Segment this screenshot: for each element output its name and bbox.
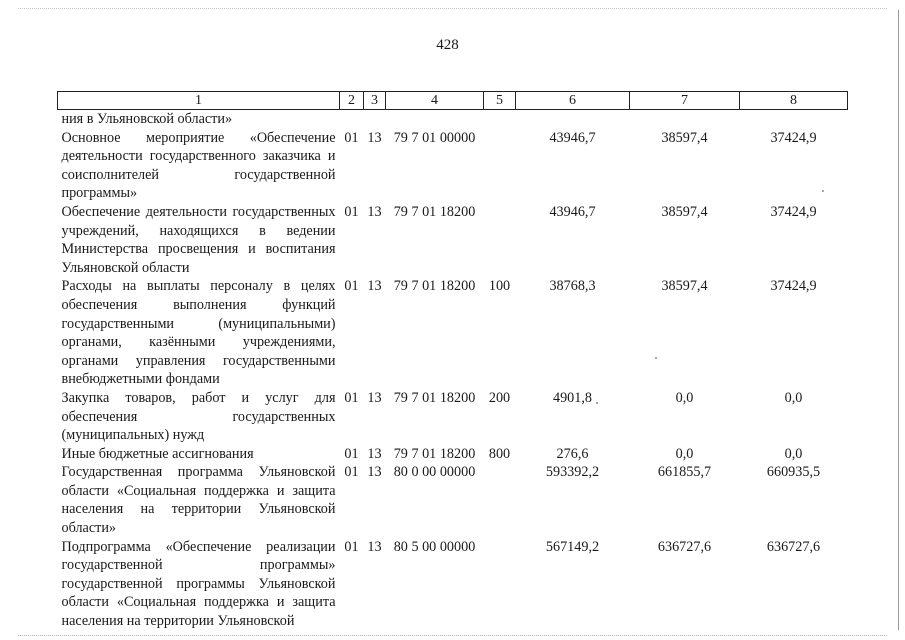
row-year1: 43946,7 xyxy=(549,203,596,220)
row-csr: 79 7 01 18200 xyxy=(393,389,476,406)
row-vr: 800 xyxy=(488,445,511,462)
row-pr: 13 xyxy=(367,538,382,555)
col-header-4: 4 xyxy=(386,92,484,110)
row-year3: 37424,9 xyxy=(770,129,817,146)
row-rz: 01 xyxy=(344,129,359,146)
row-vr xyxy=(484,538,516,631)
row-year3: 636727,6 xyxy=(766,538,821,555)
row-csr: 79 7 01 00000 xyxy=(393,129,476,146)
row-year3: 0,0 xyxy=(784,445,803,462)
row-year2: 636727,6 xyxy=(657,538,712,555)
row-name: Закупка товаров, работ и услуг для обеспечения государственных (муниципальных) нужд xyxy=(61,389,336,444)
row-year3 xyxy=(740,110,848,129)
row-vr xyxy=(484,463,516,537)
table-row xyxy=(58,110,848,129)
col-header-7: 7 xyxy=(630,92,740,110)
table-row xyxy=(58,277,848,389)
row-vr: 200 xyxy=(488,389,511,406)
row-csr: 79 7 01 18200 xyxy=(393,203,476,220)
row-pr: 13 xyxy=(367,464,382,481)
table-row xyxy=(58,203,848,277)
row-year1: 276,6 xyxy=(556,445,589,462)
row-year3: 660935,5 xyxy=(766,464,821,481)
row-year3: 0,0 xyxy=(784,389,803,406)
row-rz: 01 xyxy=(344,464,359,481)
col-header-1: 1 xyxy=(58,92,340,110)
page-edge-bottom xyxy=(18,635,887,636)
col-header-2: 2 xyxy=(340,92,364,110)
row-rz: 01 xyxy=(344,538,359,555)
row-year1: 567149,2 xyxy=(545,538,600,555)
row-csr: 80 0 00 00000 xyxy=(393,464,476,481)
row-csr: 80 5 00 00000 xyxy=(393,538,476,555)
row-vr xyxy=(484,203,516,277)
row-pr xyxy=(364,110,386,129)
row-name: Основное мероприятие «Обеспечение деятельности государственного заказчика и соисполнителей государственной программы» xyxy=(61,129,336,202)
row-name: Подпрограмма «Обеспечение реализации государственной программы» государственной программы Ульяновской области «Социальная поддержка и защита населения на территории Ульяновской xyxy=(61,538,336,630)
table-row xyxy=(58,463,848,537)
row-rz: 01 xyxy=(344,203,359,220)
row-name: Иные бюджетные ассигнования xyxy=(61,445,254,462)
row-rz: 01 xyxy=(344,389,359,406)
row-name: Государственная программа Ульяновской области «Социальная поддержка и защита населения на территории Ульяновской области» xyxy=(61,464,336,537)
row-year2: 0,0 xyxy=(675,389,694,406)
row-pr: 13 xyxy=(367,389,382,406)
row-vr xyxy=(484,129,516,203)
scan-speck xyxy=(596,402,598,404)
row-name: ния в Ульяновской области» xyxy=(61,111,233,127)
row-year2: 38597,4 xyxy=(661,129,708,146)
row-year2: 38597,4 xyxy=(661,278,708,295)
row-vr xyxy=(484,110,516,129)
header-row xyxy=(58,92,848,110)
row-year2 xyxy=(630,110,740,129)
table-row xyxy=(58,445,848,464)
page-number: 428 xyxy=(436,37,459,53)
row-year2: 0,0 xyxy=(675,445,694,462)
row-year3: 37424,9 xyxy=(770,278,817,295)
row-year3: 37424,9 xyxy=(770,203,817,220)
page-edge-right xyxy=(898,10,899,630)
col-header-8: 8 xyxy=(740,92,848,110)
row-name: Обеспечение деятельности государственных учреждений, находящихся в ведении Министерства просвещения и воспитания Ульяновской области xyxy=(61,203,336,276)
row-pr: 13 xyxy=(367,445,382,462)
row-rz: 01 xyxy=(344,278,359,295)
row-year2: 38597,4 xyxy=(661,203,708,220)
table-row xyxy=(58,538,848,631)
row-pr: 13 xyxy=(367,129,382,146)
budget-table xyxy=(57,91,848,631)
row-vr: 100 xyxy=(488,278,511,295)
row-rz xyxy=(340,110,364,129)
row-pr: 13 xyxy=(367,278,382,295)
col-header-5: 5 xyxy=(484,92,516,110)
row-csr: 79 7 01 18200 xyxy=(393,278,476,295)
scan-speck xyxy=(822,190,824,192)
row-csr xyxy=(386,110,484,129)
row-year2: 661855,7 xyxy=(657,464,712,481)
col-header-3: 3 xyxy=(364,92,386,110)
row-year1: 38768,3 xyxy=(549,278,596,295)
table-row xyxy=(58,389,848,445)
row-year1: 593392,2 xyxy=(545,464,600,481)
row-rz: 01 xyxy=(344,445,359,462)
row-csr: 79 7 01 18200 xyxy=(393,445,476,462)
row-year1 xyxy=(516,110,630,129)
table-row xyxy=(58,129,848,203)
col-header-6: 6 xyxy=(516,92,630,110)
scan-speck xyxy=(655,357,657,359)
row-name: Расходы на выплаты персоналу в целях обеспечения выполнения функций государственными (муниципальными) органами, казёнными учреждениями, органами управления государственными внебюджетными фондами xyxy=(61,278,336,388)
row-year1: 4901,8 xyxy=(552,389,592,406)
row-pr: 13 xyxy=(367,203,382,220)
page-edge-top xyxy=(18,8,887,9)
row-year1: 43946,7 xyxy=(549,129,596,146)
